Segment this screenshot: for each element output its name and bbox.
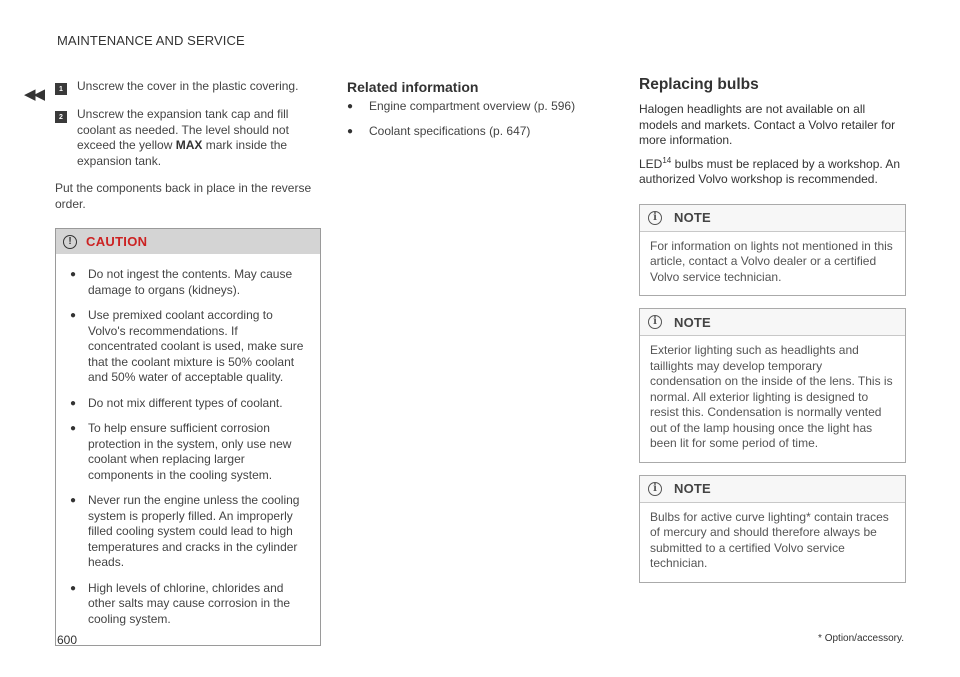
caution-item (70, 421, 308, 483)
note-header (640, 476, 905, 503)
bullet-icon: ● (70, 397, 77, 409)
caution-item (70, 308, 308, 386)
page-number: 600 (57, 633, 78, 647)
led-paragraph (639, 157, 907, 188)
note-box (639, 204, 906, 297)
step-number-badge: 2 (55, 111, 67, 123)
note-text: For information on lights not mentioned in this article, contact a Volvo dealer or a certified Volvo service technician. (650, 238, 893, 284)
max-mark-label: MAX (175, 138, 203, 152)
caution-item-text: Never run the engine unless the cooling system is properly filled. An improperly filled cooling system could lead to high temperatures and cracks in the cylinder heads. (88, 493, 300, 569)
bullet-icon: ● (70, 310, 77, 321)
reassembly-paragraph: Put the components back in place in the reverse order. (55, 181, 312, 211)
continued-marker: ◀◀ (24, 86, 44, 103)
led-text: bulbs must be replaced by a workshop. An authorized Volvo workshop is recommended. (639, 156, 901, 186)
related-information-title: Related information (347, 79, 479, 95)
related-link[interactable]: Engine compartment overview (p. 596) (369, 99, 576, 113)
note-text: Exterior lighting such as headlights and taillights may develop temporary condensation on the inside of the lens. This is normal. All exterior lighting is designed to resist this. Condensation is normally vented out of the lamp housing once the light has been lit for some period of time. (650, 343, 893, 450)
caution-item-text: High levels of chlorine, chlorides and other salts may cause corrosion in the cooling system. (88, 580, 291, 626)
step-2 (55, 107, 320, 169)
step-text-part: Unscrew the expansion tank cap and fill coolant as needed. The level should not exceed the yellow (77, 107, 289, 152)
bullet-icon: ● (70, 582, 77, 594)
related-link[interactable]: Coolant specifications (p. 647) (369, 123, 531, 138)
halogen-paragraph: Halogen headlights are not available on all models and markets. Contact a Volvo retailer for more information. (639, 102, 896, 147)
bullet-icon: ● (70, 495, 77, 506)
footnote-option-accessory: * Option/accessory. (818, 633, 904, 644)
caution-list (56, 254, 320, 645)
bullet-icon: ● (70, 269, 77, 280)
note-header (640, 205, 905, 232)
bullet-icon: ● (347, 125, 354, 137)
note-header (640, 309, 905, 336)
exclamation-circle-icon: ! (63, 235, 77, 249)
footnote-ref: 14 (662, 155, 672, 165)
info-circle-icon: i (648, 315, 662, 329)
column-replacing-bulbs (639, 76, 907, 583)
section-header: MAINTENANCE AND SERVICE (57, 33, 245, 48)
step-number-badge: 1 (55, 83, 67, 95)
led-label: LED (639, 156, 663, 171)
related-link-item[interactable] (347, 99, 602, 115)
note-title: NOTE (674, 314, 711, 330)
caution-item-text: Do not mix different types of coolant. (88, 395, 283, 410)
caution-item (70, 581, 308, 628)
caution-item-text: Do not ingest the contents. May cause damage to organs (kidneys). (88, 267, 293, 297)
caution-item-text: Use premixed coolant according to Volvo's recommendations. If concentrated coolant is used, make sure that the coolant mixture is 50% coolant and 50% water of acceptable quality. (88, 308, 304, 384)
note-box (639, 308, 906, 463)
info-circle-icon: i (648, 211, 662, 225)
note-title: NOTE (674, 481, 711, 496)
step-text-part: mark inside the expansion tank. (77, 138, 288, 168)
info-circle-icon: i (648, 482, 662, 496)
related-link-item[interactable] (347, 124, 602, 140)
replacing-bulbs-title: Replacing bulbs (639, 76, 759, 93)
caution-box (55, 228, 321, 646)
column-related-information (347, 79, 602, 148)
column-coolant (55, 79, 320, 646)
caution-item-text: To help ensure sufficient corrosion protection in the system, only use new coolant when replacing larger components in the cooling system. (88, 421, 292, 482)
note-box (639, 475, 906, 583)
caution-item (70, 493, 308, 571)
note-text: Bulbs for active curve lighting* contain traces of mercury and should therefore always be submitted to a certified Volvo service technician. (650, 509, 889, 570)
caution-title: CAUTION (86, 234, 148, 249)
step-text: Unscrew the cover in the plastic covering. (77, 79, 299, 93)
bullet-icon: ● (347, 101, 354, 112)
note-title: NOTE (674, 210, 711, 225)
caution-item (70, 396, 308, 412)
caution-item (70, 267, 308, 298)
step-1 (55, 79, 320, 95)
step-text (77, 107, 320, 169)
caution-header (56, 229, 320, 254)
bullet-icon: ● (70, 423, 77, 434)
